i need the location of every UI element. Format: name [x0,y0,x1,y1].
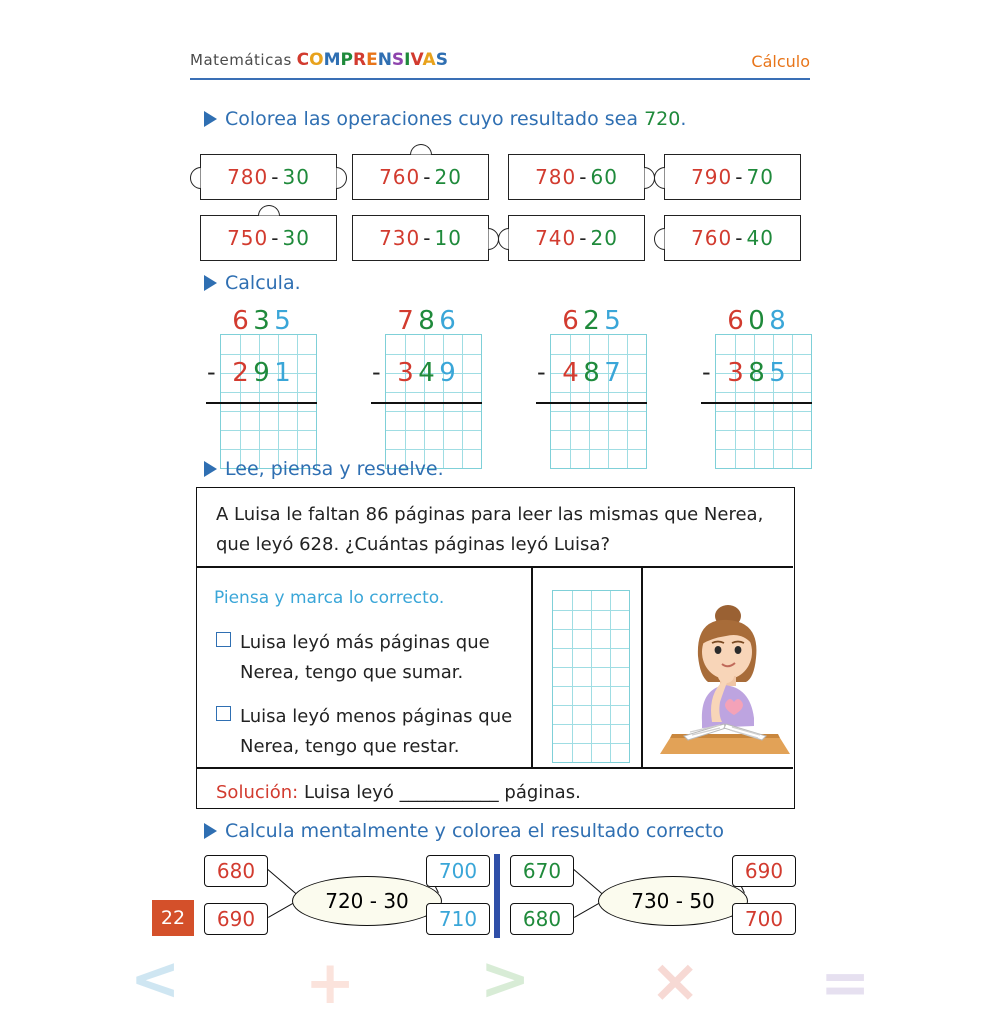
problem-divider-2 [196,767,793,769]
operand-a: 780 [227,165,269,189]
puzzle-knob [190,167,212,189]
problem-statement: A Luisa le faltan 86 páginas para leer las mismas que Nerea, que leyó 628. ¿Cuántas páginas leyó Luisa? [216,504,764,555]
puzzle-knob [477,228,499,250]
grid-line [553,743,629,744]
operand-a: 760 [691,226,733,250]
digit: 8 [769,306,786,336]
subtrahend [230,358,293,388]
result-bar [536,402,647,404]
digit: 9 [439,358,456,388]
girl-reading-illustration [650,586,800,756]
operand-b: 30 [282,226,310,250]
answer-option[interactable]: 680 [204,855,268,887]
operand-b: 20 [590,226,618,250]
puzzle-knob [258,205,280,227]
digit: 6 [562,306,579,336]
grid-line [553,667,629,668]
grid-line [386,392,481,393]
digit: 3 [727,358,744,388]
operand-b: 10 [434,226,462,250]
answer-option[interactable]: 670 [510,855,574,887]
digit: 6 [727,306,744,336]
grid-line [386,430,481,431]
exercise-2-heading [204,272,301,294]
operation-piece[interactable] [200,215,337,261]
exercise-3-instruction: Lee, piensa y resuelve. [225,458,444,480]
brand-plain: Matemáticas [190,51,292,69]
mental-operation[interactable]: 720 - 30 [292,876,442,926]
grid-line [551,411,646,412]
digit: 8 [418,306,435,336]
result-bar [701,402,812,404]
operation-piece[interactable] [352,154,489,200]
operator-minus: - [372,358,381,386]
operation-piece[interactable] [508,154,645,200]
operand-b: 40 [746,226,774,250]
digit: 8 [583,358,600,388]
brand-colored [297,51,448,69]
answer-option[interactable]: 700 [732,903,796,935]
grid-line [386,449,481,450]
option-2-line1: Luisa leyó menos páginas que [240,706,513,727]
bullet-triangle-icon [204,111,217,127]
digit: 6 [439,306,456,336]
operator: - [423,226,432,250]
problem-divider-v2 [641,566,643,767]
exercise-4-instruction: Calcula mentalmente y colorea el resultado correcto [225,820,724,842]
exercise-2-instruction: Calcula. [225,272,301,294]
brand-letter: R [352,50,367,70]
grid-line [551,354,646,355]
grid-line [716,354,811,355]
grid-line [553,648,629,649]
grid-line [553,724,629,725]
option-1-line1: Luisa leyó más páginas que [240,632,490,653]
grid-line [551,449,646,450]
subtrahend [725,358,788,388]
grid-line [610,591,611,762]
option-2-checkbox[interactable] [216,706,231,721]
grid-line [716,449,811,450]
operator-minus: - [537,358,546,386]
operand-a: 780 [535,165,577,189]
operator-minus: - [207,358,216,386]
digit: 0 [748,306,765,336]
brand-letter: M [323,50,341,70]
digit: 5 [769,358,786,388]
operand-a: 790 [691,165,733,189]
digit: 4 [562,358,579,388]
grid-line [221,449,316,450]
result-bar [371,402,482,404]
grid-line [572,591,573,762]
operand-a: 730 [379,226,421,250]
grid-line [716,430,811,431]
operator: - [735,226,744,250]
bullet-triangle-icon [204,823,217,839]
operand-b: 20 [434,165,462,189]
brand-letter: S [435,50,448,70]
operator: - [735,165,744,189]
digit: 4 [418,358,435,388]
solution-post: páginas. [498,782,581,803]
brand-letter: S [391,50,405,70]
deco-equals: = [820,948,871,1018]
digit: 9 [253,358,270,388]
grid-line [553,686,629,687]
grid-line [591,591,592,762]
brand-title [190,50,810,70]
group-divider [494,854,500,938]
page-number: 22 [152,900,194,936]
brand-letter: O [309,50,324,70]
deco-less-than: < [130,944,181,1014]
grid-line [553,629,629,630]
operand-b: 30 [282,165,310,189]
grid-line [553,610,629,611]
operation-piece[interactable] [508,215,645,261]
digit: 5 [604,306,621,336]
solution-pre: Luisa leyó [298,782,400,803]
exercise-4-heading [204,820,724,842]
exercise-3-heading [204,458,444,480]
puzzle-knob [654,167,676,189]
digit: 7 [397,306,414,336]
grid-line [221,411,316,412]
operand-a: 740 [535,226,577,250]
page-header [190,50,810,80]
result-bar [206,402,317,404]
option-1[interactable] [216,628,521,688]
option-1-line2: Nerea, tengo que sumar. [240,662,464,683]
digit: 1 [274,358,291,388]
operand-a: 760 [379,165,421,189]
option-2-line2: Nerea, tengo que restar. [240,736,460,757]
grid-line [551,430,646,431]
minuend [230,306,293,336]
grid-line [221,392,316,393]
brand-letter: N [377,50,392,70]
brand-letter: A [422,50,436,70]
connector-line [267,869,296,894]
bullet-triangle-icon [204,275,217,291]
grid-line [221,430,316,431]
operator: - [271,165,280,189]
minuend [395,306,458,336]
exercise-1-heading [204,108,686,130]
think-label: Piensa y marca lo correcto. [214,588,445,608]
operand-b: 60 [590,165,618,189]
deco-plus: + [305,948,356,1018]
grid-line [386,411,481,412]
puzzle-knob [654,228,676,250]
puzzle-knob [410,144,432,166]
digit: 2 [583,306,600,336]
problem-divider-1 [196,566,793,568]
digit: 6 [232,306,249,336]
operation-piece[interactable] [200,154,337,200]
minuend [725,306,788,336]
bullet-triangle-icon [204,461,217,477]
digit: 7 [604,358,621,388]
brand-letter: P [340,50,353,70]
deco-times: × [650,946,701,1016]
exercise-1-instruction: Colorea las operaciones cuyo resultado sea 720. [225,108,687,130]
operator-minus: - [702,358,711,386]
answer-option[interactable]: 690 [732,855,796,887]
answer-option[interactable]: 710 [426,903,490,935]
puzzle-knob [325,167,347,189]
solution-label: Solución: [216,782,299,803]
connector-line [573,869,602,894]
brand-letter: V [410,50,423,70]
grid-line [553,705,629,706]
operator: - [423,165,432,189]
answer-option[interactable]: 700 [426,855,490,887]
grid-line [221,354,316,355]
operator: - [579,165,588,189]
deco-greater-than: > [480,944,531,1014]
puzzle-knob [633,167,655,189]
problem-divider-v1 [531,566,533,767]
solution-blank[interactable]: ___________ [399,782,499,803]
option-2[interactable] [216,702,521,762]
operation-piece[interactable] [664,215,801,261]
header-rule [190,78,810,80]
grid-line [386,354,481,355]
operation-piece[interactable] [664,154,801,200]
chapter-title: Cálculo [751,52,810,71]
brand-letter: C [296,50,310,70]
grid-line [716,392,811,393]
solution-line [216,778,581,808]
grid-line [551,392,646,393]
digit: 3 [253,306,270,336]
puzzle-knob [498,228,520,250]
answer-option[interactable]: 680 [510,903,574,935]
mental-operation[interactable]: 730 - 50 [598,876,748,926]
operand-b: 70 [746,165,774,189]
minuend [560,306,623,336]
subtrahend [560,358,623,388]
bottom-decorations [0,930,1000,1018]
brand-letter: I [404,50,411,70]
operation-piece[interactable] [352,215,489,261]
digit: 3 [397,358,414,388]
option-1-checkbox[interactable] [216,632,231,647]
digit: 8 [748,358,765,388]
answer-option[interactable]: 690 [204,903,268,935]
brand-letter: E [366,50,378,70]
grid-line [716,411,811,412]
digit: 5 [274,306,291,336]
operator: - [579,226,588,250]
subtrahend [395,358,458,388]
operator: - [271,226,280,250]
work-grid-area[interactable] [552,590,630,763]
digit: 2 [232,358,249,388]
operand-a: 750 [227,226,269,250]
